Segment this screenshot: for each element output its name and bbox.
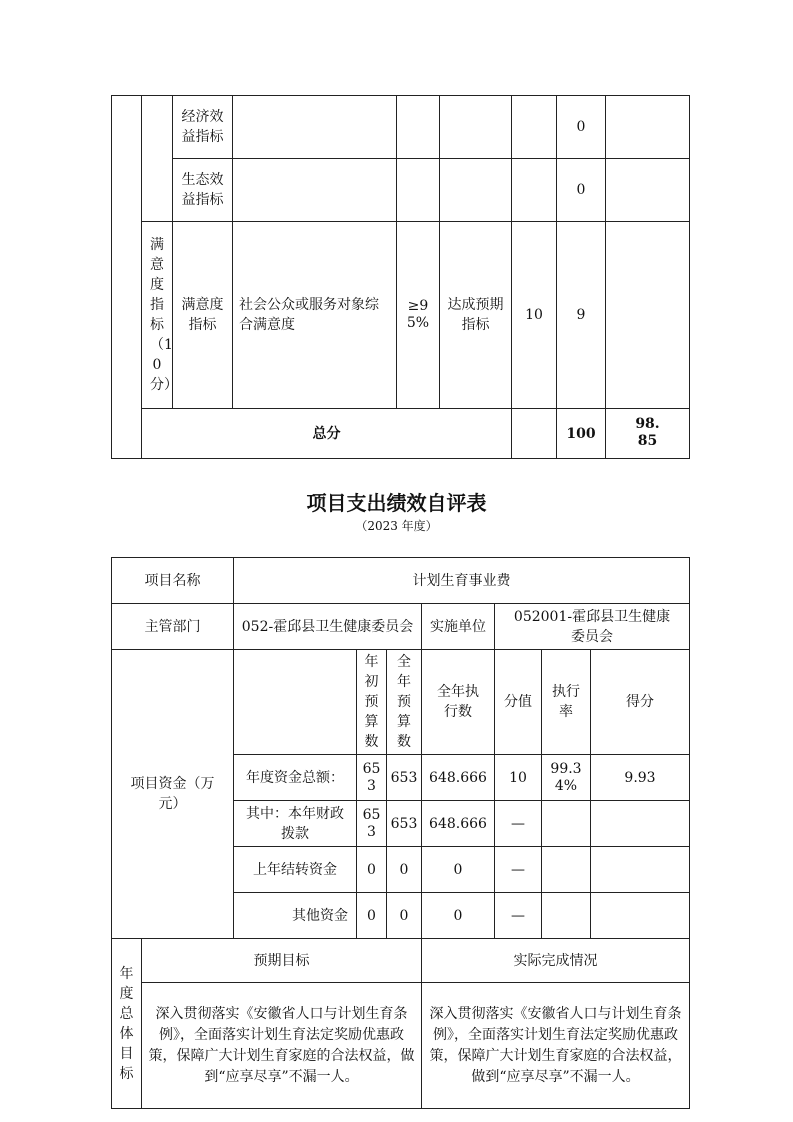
table-row (112, 96, 690, 159)
blank-cell (112, 96, 142, 459)
unit-label: 实施单位 (430, 618, 486, 635)
unit-value-cell (495, 604, 690, 650)
unit-value: 052001-霍邱县卫生健康委员会 (513, 608, 671, 645)
page-subtitle: （2023 年度） (355, 519, 438, 533)
header-initial: 年初预算数 (364, 654, 379, 750)
header-initial-cell (357, 650, 387, 755)
satisfaction-category-label: 满意度指标（10分） (150, 237, 178, 393)
funds-row-label-cell (234, 893, 357, 939)
funds-initial: 0 (357, 847, 387, 893)
table-row (112, 604, 690, 650)
funds-rate-cell (542, 755, 591, 801)
funds-row-label: 其中：本年财政拨款 (246, 805, 344, 842)
satisfaction-actual-cell (440, 222, 512, 409)
total-score: 98.85 (635, 416, 660, 449)
self-evaluation-table (111, 557, 690, 1109)
funds-annual: 0 (387, 893, 422, 939)
blank-cell (142, 96, 173, 222)
funds-header-row (112, 650, 690, 755)
goals-content-row (112, 983, 690, 1109)
funds-score (591, 893, 690, 939)
funds-rate (542, 801, 591, 847)
funds-annual: 653 (387, 755, 422, 801)
table-row (112, 558, 690, 604)
satisfaction-target: ≥95% (406, 297, 430, 331)
goals-header-row (112, 939, 690, 983)
sub-indicator-cell (173, 159, 233, 222)
goals-expected-header: 预期目标 (142, 939, 422, 983)
satisfaction-actual: 达成预期指标 (447, 297, 504, 333)
header-executed-cell (422, 650, 495, 755)
funds-row-label: 年度资金总额： (234, 755, 357, 801)
header-rate-cell (542, 650, 591, 755)
satisfaction-score: 9 (557, 222, 606, 409)
total-score-cell (606, 409, 690, 459)
performance-indicator-table (111, 95, 690, 459)
funds-row-label: 其他资金 (292, 907, 348, 924)
dept-label: 主管部门 (112, 604, 234, 650)
total-row (112, 409, 690, 459)
funds-executed: 648.666 (422, 801, 495, 847)
sub-indicator-cell (173, 96, 233, 159)
funds-score: 9.93 (591, 755, 690, 801)
funds-rate: 99.34% (550, 760, 582, 794)
funds-label-cell (112, 650, 234, 939)
funds-weight: — (495, 801, 542, 847)
page-title: 项目支出绩效自评表 (306, 491, 487, 515)
funds-initial: 653 (362, 760, 381, 794)
funds-annual: 0 (387, 847, 422, 893)
table-row (112, 222, 690, 409)
sub-indicator-label: 生态效益指标 (181, 172, 224, 208)
total-label: 总分 (142, 409, 512, 459)
funds-weight: — (495, 893, 542, 939)
funds-annual: 653 (387, 801, 422, 847)
goals-label-cell (112, 939, 142, 1109)
funds-initial-cell (357, 801, 387, 847)
project-name-label: 项目名称 (112, 558, 234, 604)
funds-executed: 0 (422, 847, 495, 893)
goals-label: 年度总体目标 (119, 965, 134, 1082)
funds-row-label-cell (234, 801, 357, 847)
satisfaction-sub-label: 满意度指标 (181, 297, 224, 333)
header-rate: 执行率 (552, 684, 580, 720)
funds-rate (542, 847, 591, 893)
funds-executed: 0 (422, 893, 495, 939)
header-executed: 全年执行数 (437, 684, 479, 720)
goals-expected-text: 深入贯彻落实《安徽省人口与计划生育条例》，全面落实计划生育法定奖励优惠政策，保障广大计划生育家庭的合法权益，做到“应享尽享”不漏一人。 (142, 983, 422, 1109)
score-cell: 0 (557, 159, 606, 222)
funds-label: 项目资金（万元） (130, 776, 215, 812)
goals-actual-text: 深入贯彻落实《安徽省人口与计划生育条例》，全面落实计划生育法定奖励优惠政策，保障广大计划生育家庭的合法权益，做到“应享尽享”不漏一人。 (422, 983, 690, 1109)
funds-rate (542, 893, 591, 939)
funds-row-label: 上年结转资金 (234, 847, 357, 893)
header-weight: 分值 (495, 650, 542, 755)
satisfaction-target-cell (397, 222, 440, 409)
header-score: 得分 (591, 650, 690, 755)
funds-initial: 0 (357, 893, 387, 939)
funds-initial-cell (357, 755, 387, 801)
header-annual: 全年预算数 (397, 654, 411, 750)
funds-weight: 10 (495, 755, 542, 801)
dept-value: 052-霍邱县卫生健康委员会 (234, 604, 422, 650)
unit-label-cell (422, 604, 495, 650)
funds-weight: — (495, 847, 542, 893)
satisfaction-weight: 10 (512, 222, 557, 409)
score-cell: 0 (557, 96, 606, 159)
funds-score (591, 847, 690, 893)
header-annual-cell (387, 650, 422, 755)
table-row (112, 159, 690, 222)
satisfaction-category-cell (142, 222, 178, 409)
project-name-value: 计划生育事业费 (234, 558, 690, 604)
satisfaction-indicator: 社会公众或服务对象综合满意度 (233, 222, 397, 409)
funds-executed: 648.666 (422, 755, 495, 801)
funds-score (591, 801, 690, 847)
total-weight: 100 (557, 409, 606, 459)
satisfaction-sub-cell (173, 222, 233, 409)
sub-indicator-label: 经济效益指标 (181, 109, 224, 145)
funds-initial: 653 (362, 806, 381, 840)
goals-actual-header: 实际完成情况 (422, 939, 690, 983)
